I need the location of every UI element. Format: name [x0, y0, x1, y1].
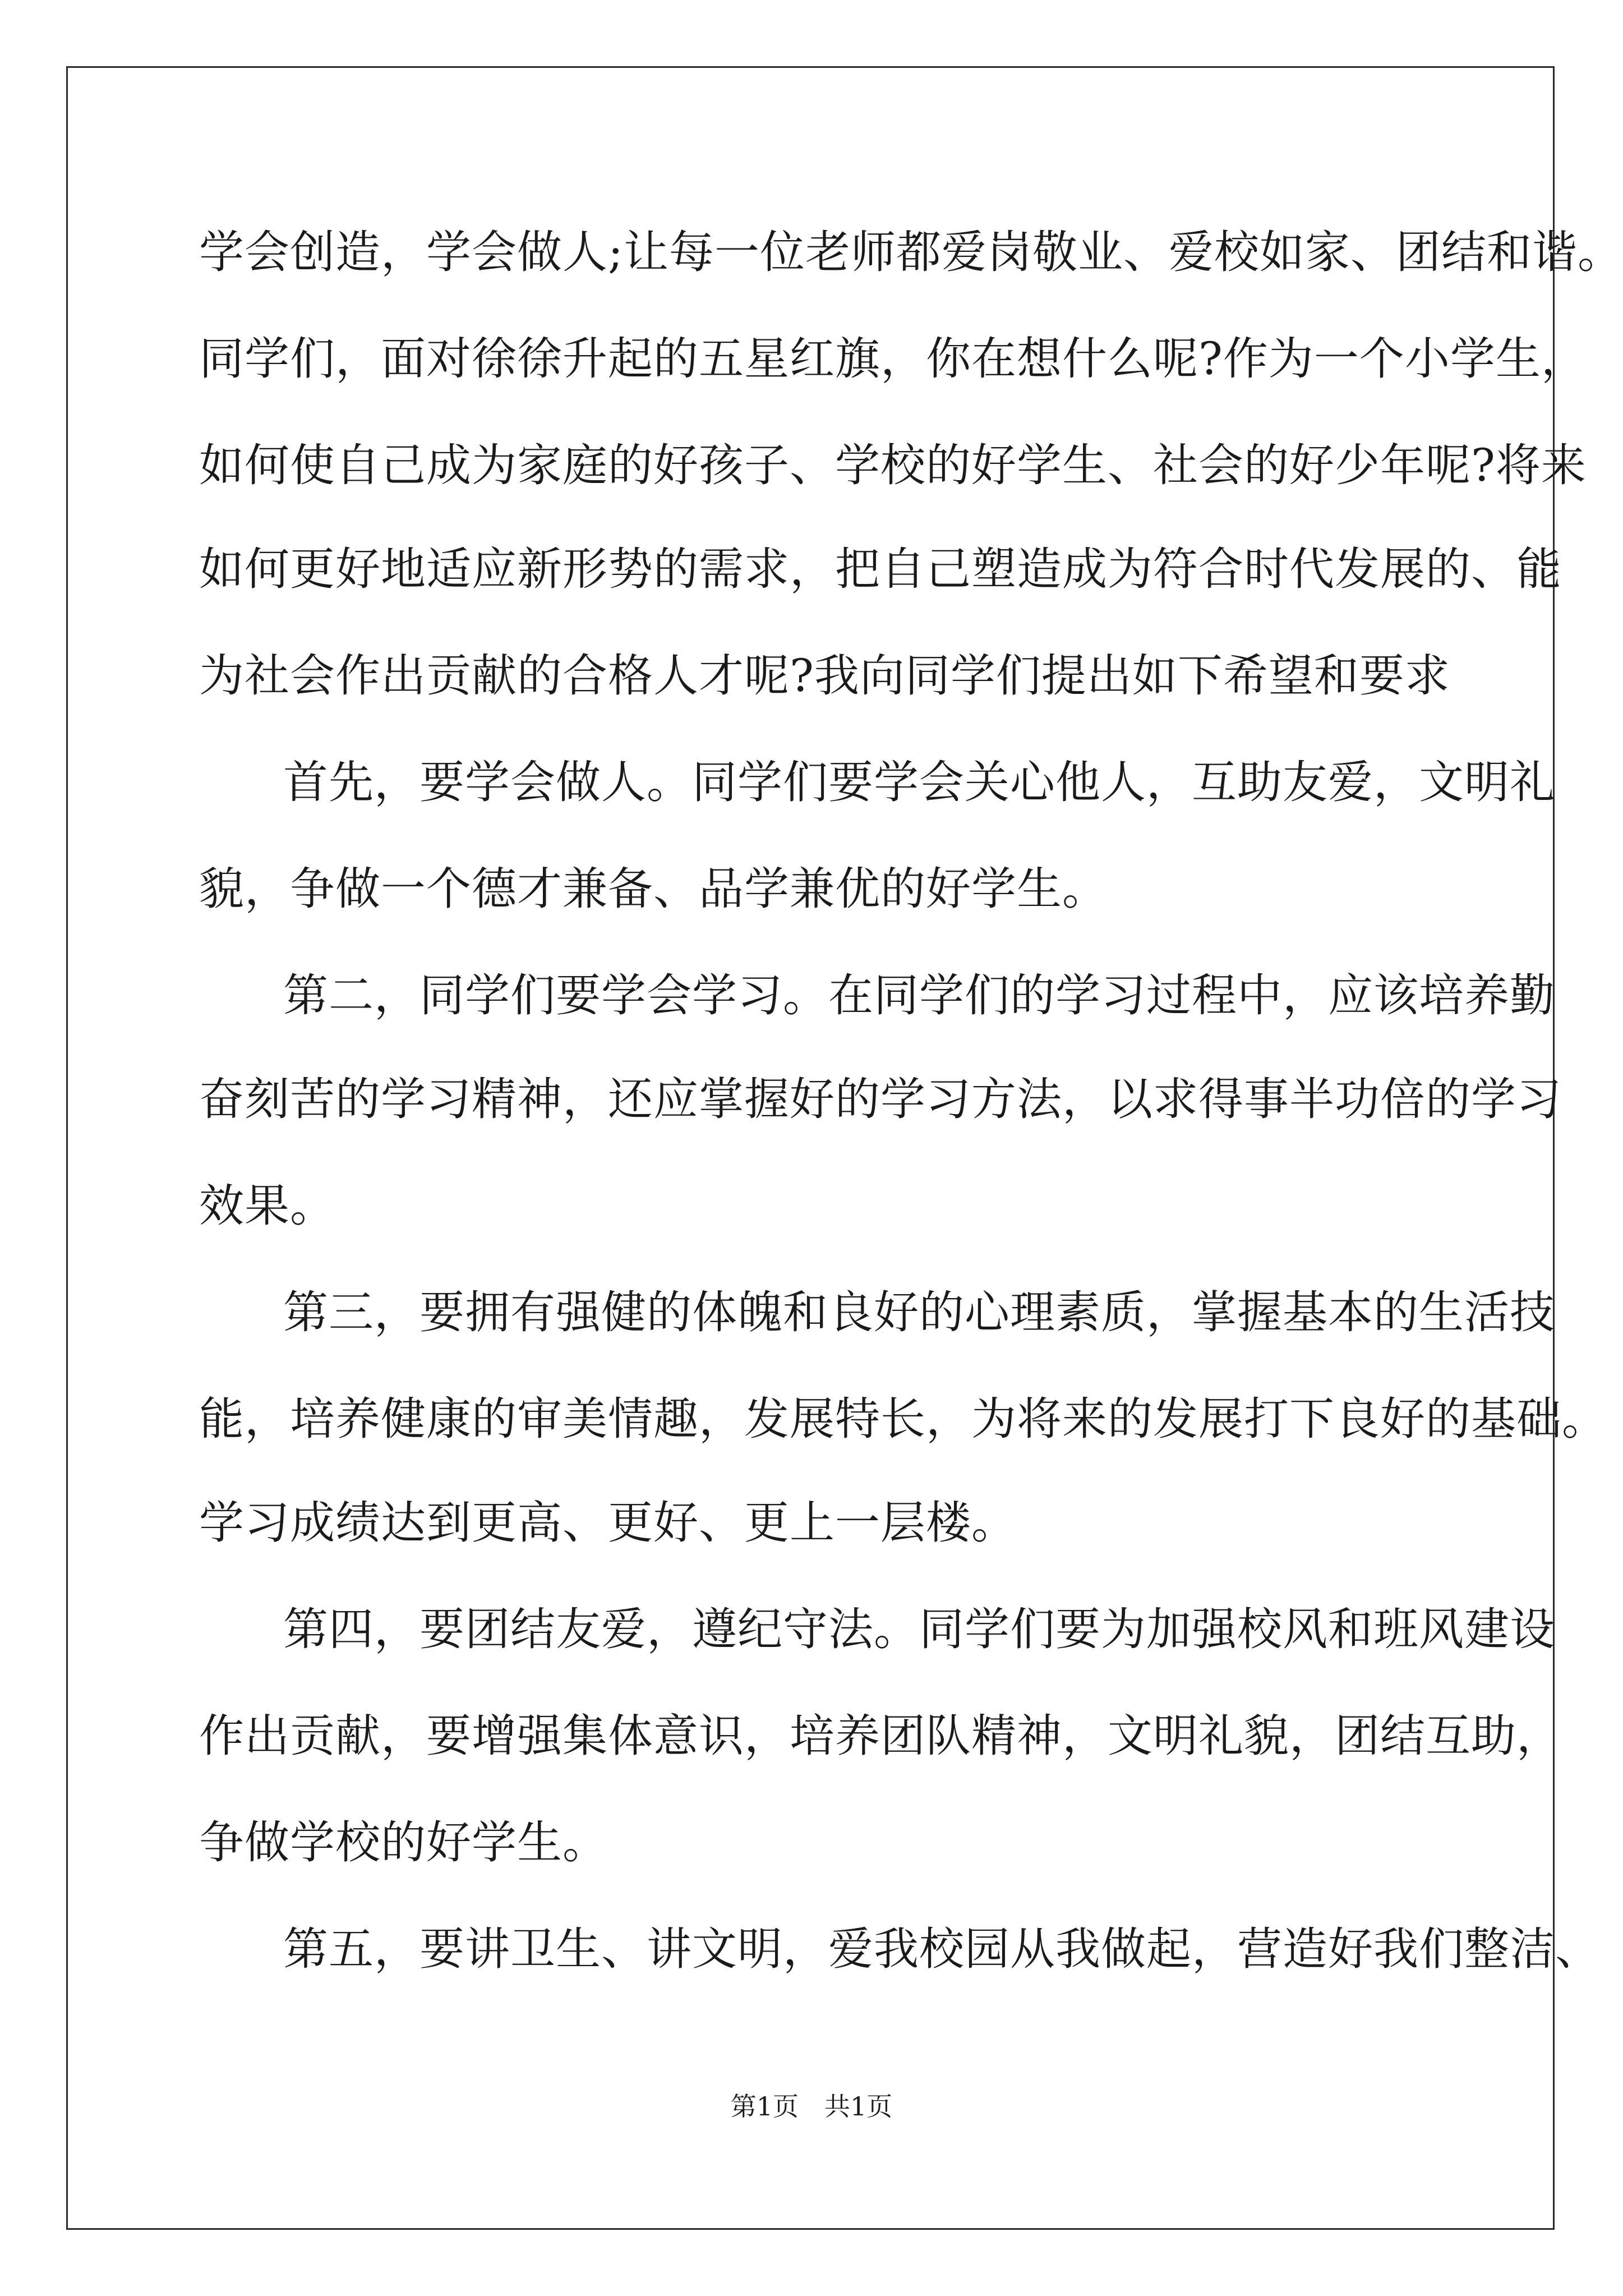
text-line: 能，培养健康的审美情趣，发展特长，为将来的发展打下良好的基础。 — [199, 1393, 1607, 1445]
paragraph-first-line: 第五，要讲卫生、讲文明，爱我校园从我做起，营造好我们整洁、 — [283, 1923, 1601, 1975]
page-border — [66, 66, 1555, 2230]
text-line: 为社会作出贡献的合格人才呢?我向同学们提出如下希望和要求 — [199, 650, 1450, 702]
page-footer — [0, 2090, 1623, 2123]
text-line: 效果。 — [199, 1180, 335, 1232]
paragraph-first-line: 第二，同学们要学会学习。在同学们的学习过程中，应该培养勤 — [283, 969, 1555, 1022]
text-line: 貌，争做一个德才兼备、品学兼优的好学生。 — [199, 863, 1108, 915]
paragraph-first-line: 首先，要学会做人。同学们要学会关心他人，互助友爱，文明礼 — [283, 756, 1555, 808]
text-line: 争做学校的好学生。 — [199, 1816, 608, 1869]
text-line: 同学们，面对徐徐升起的五星红旗，你在想什么呢?作为一个小学生， — [199, 333, 1587, 385]
page-number-label: 第1页 共1页 — [730, 2091, 893, 2122]
paragraph-first-line: 第三，要拥有强健的体魄和良好的心理素质，掌握基本的生活技 — [283, 1286, 1555, 1338]
paragraph-first-line: 第四，要团结友爱，遵纪守法。同学们要为加强校风和班风建设 — [283, 1603, 1555, 1655]
text-line: 如何使自己成为家庭的好孩子、学校的好学生、社会的好少年呢?将来 — [199, 439, 1587, 491]
text-line: 奋刻苦的学习精神，还应掌握好的学习方法，以求得事半功倍的学习 — [199, 1073, 1562, 1125]
text-line: 作出贡献，要增强集体意识，培养团队精神，文明礼貌，团结互助， — [199, 1710, 1562, 1762]
text-line: 学习成绩达到更高、更好、更上一层楼。 — [199, 1497, 1017, 1549]
text-line: 如何更好地适应新形势的需求，把自己塑造成为符合时代发展的、能 — [199, 543, 1562, 595]
text-line: 学会创造，学会做人;让每一位老师都爱岗敬业、爱校如家、团结和谐。 — [199, 226, 1623, 278]
